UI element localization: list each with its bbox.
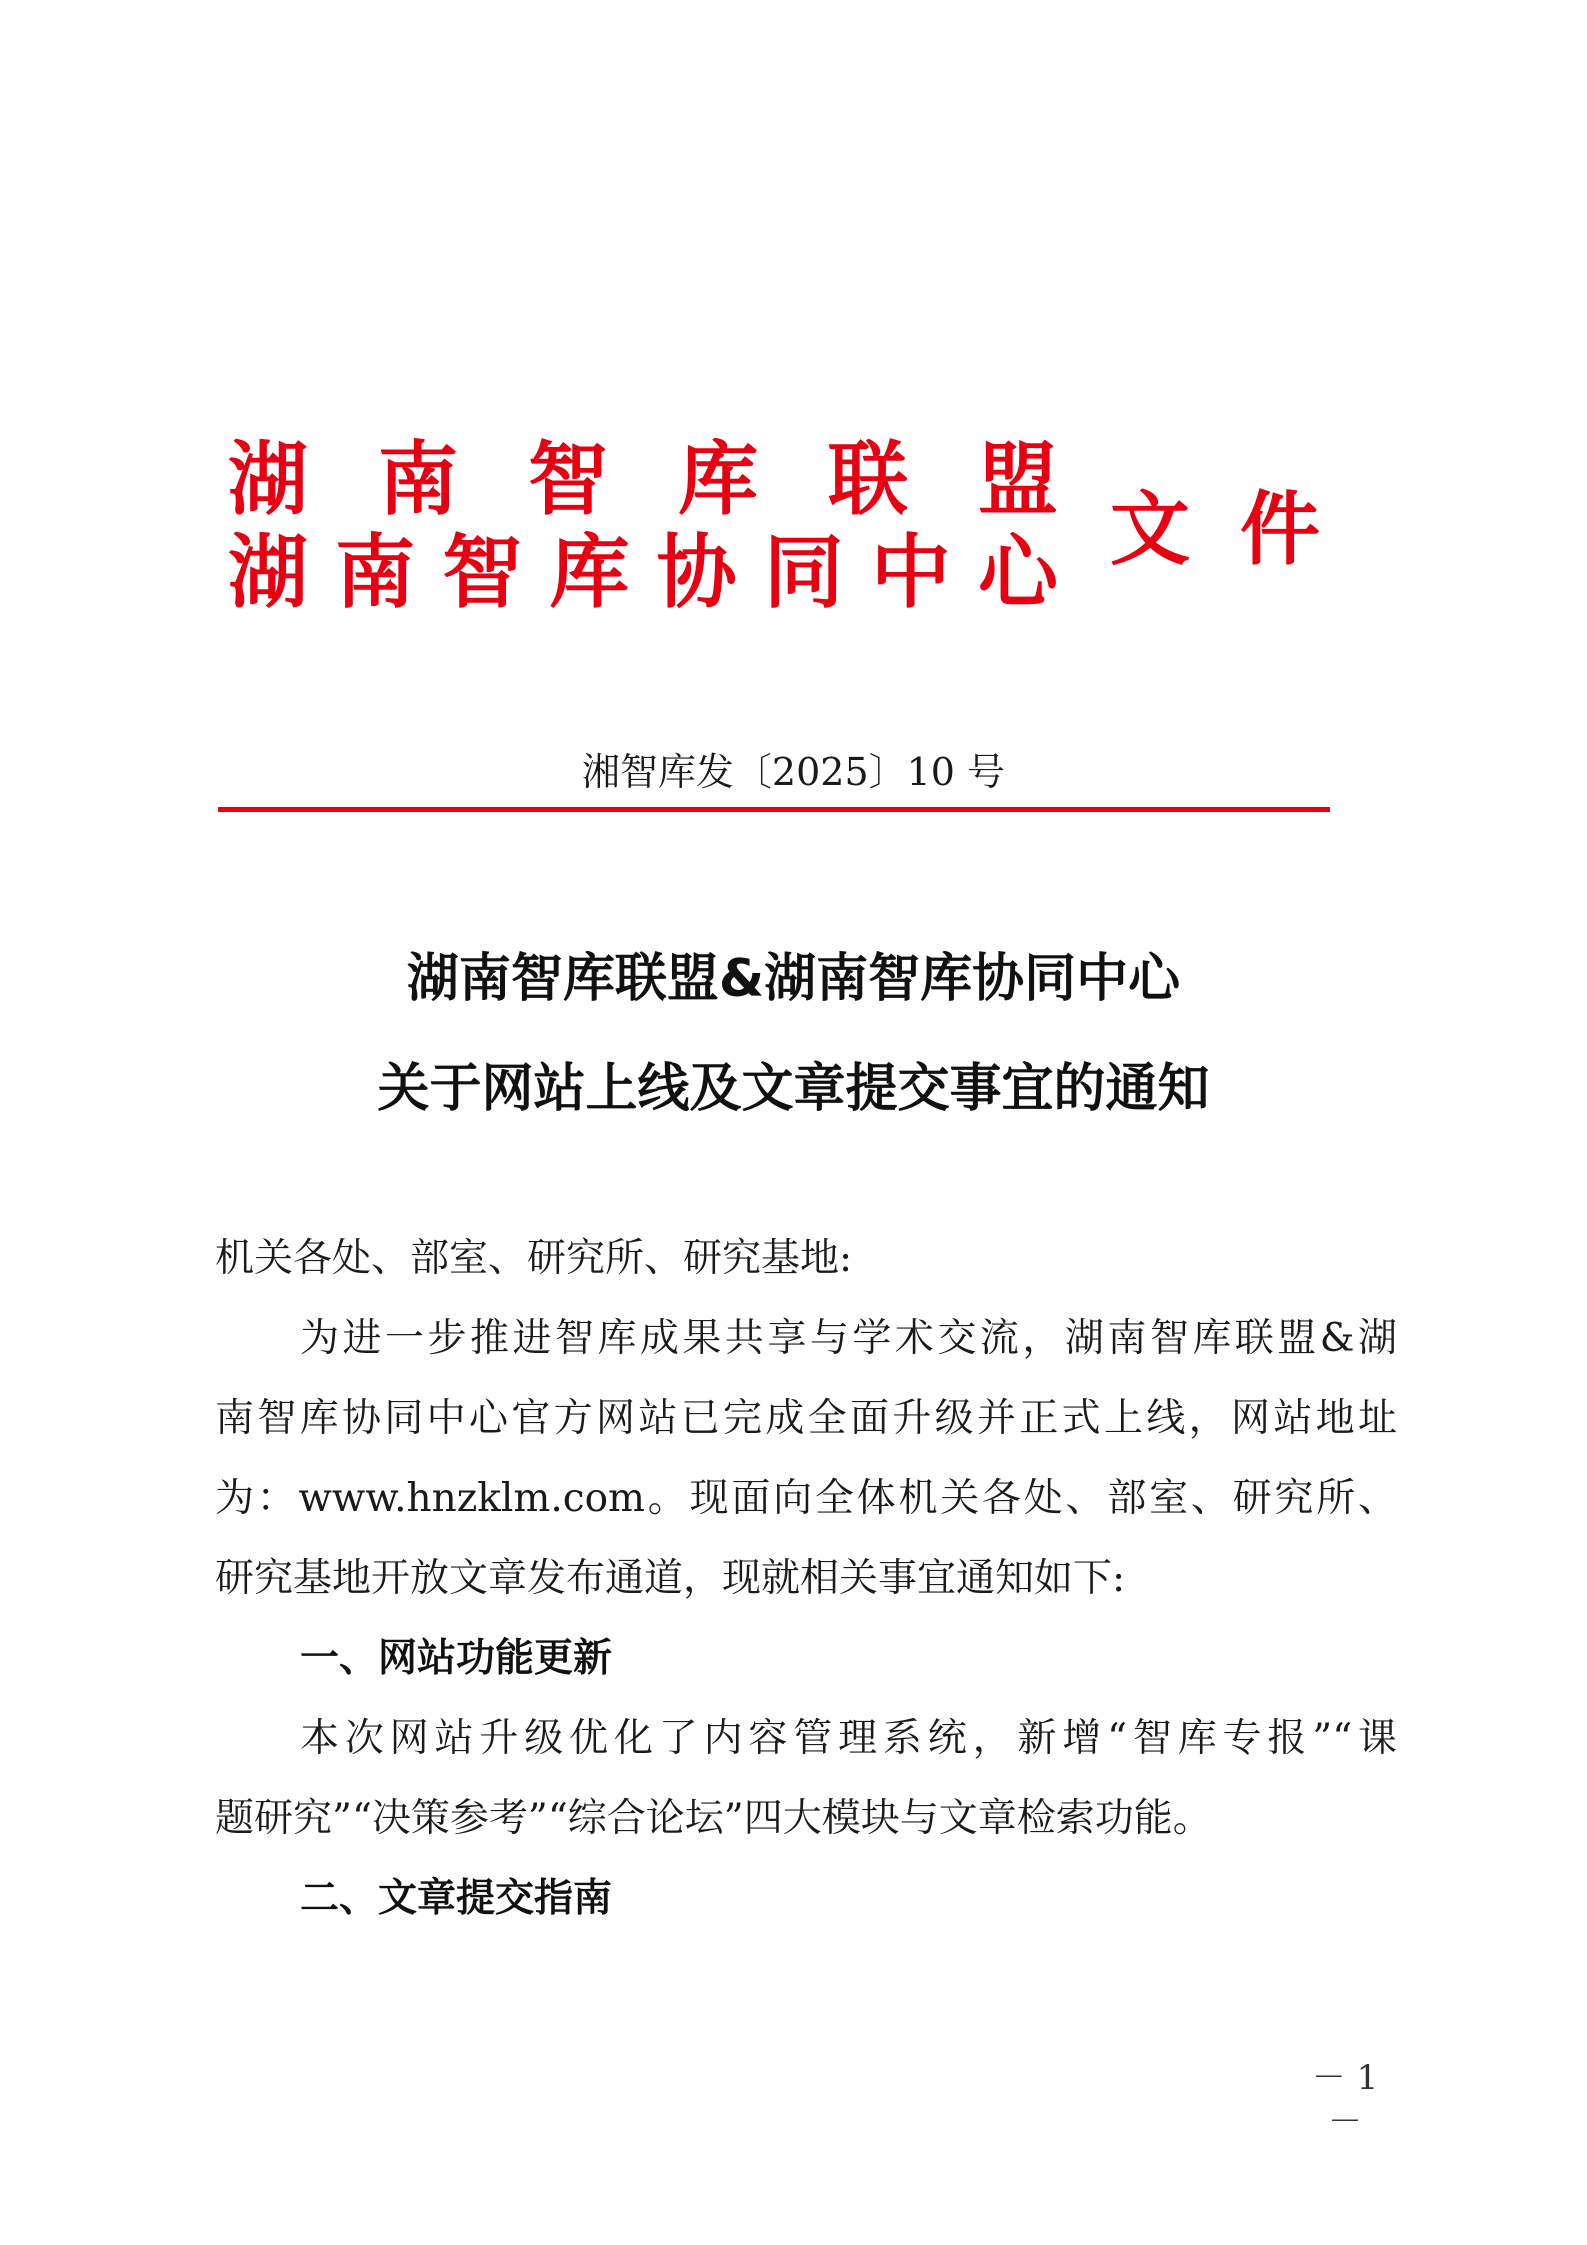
header-char: 中 <box>870 526 951 619</box>
red-divider <box>218 807 1330 812</box>
section-heading-1: 一、网站功能更新 <box>300 1636 613 1681</box>
paragraph-line: 南智库协同中心官方网站已完成全面升级并正式上线，网站地址 <box>215 1396 1397 1441</box>
header-char: 件 <box>1240 483 1320 576</box>
header-char: 心 <box>977 526 1058 619</box>
header-char: 南 <box>335 526 416 619</box>
header-char: 湖 <box>228 433 308 526</box>
header-char: 南 <box>378 433 458 526</box>
paragraph-line: 本次网站升级优化了内容管理系统，新增“智库专报”“课 <box>300 1716 1397 1761</box>
notice-title-line-2: 关于网站上线及文章提交事宜的通知 <box>377 1059 1210 1119</box>
document-number: 湘智库发〔2025〕10 号 <box>581 750 1006 794</box>
header-char: 湖 <box>228 526 308 619</box>
header-char: 智 <box>442 526 523 619</box>
paragraph-line: 题研究”“决策参考”“综合论坛”四大模块与文章检索功能。 <box>215 1796 1212 1841</box>
header-char: 盟 <box>978 433 1058 526</box>
paragraph-line: 研究基地开放文章发布通道，现就相关事宜通知如下: <box>215 1556 1126 1601</box>
header-suffix <box>1110 485 1320 575</box>
header-char: 文 <box>1110 483 1190 576</box>
header-char: 同 <box>763 526 844 619</box>
header-char: 库 <box>678 433 758 526</box>
header-org-line-1 <box>228 435 1058 525</box>
header-org-line-2 <box>228 528 1058 618</box>
header-char: 库 <box>549 526 630 619</box>
paragraph-line: 为：www.hnzklm.com。现面向全体机关各处、部室、研究所、 <box>215 1476 1397 1521</box>
header-char: 协 <box>656 526 737 619</box>
salutation: 机关各处、部室、研究所、研究基地: <box>215 1236 853 1281</box>
header-char: 联 <box>828 433 908 526</box>
notice-title-line-1: 湖南智库联盟&湖南智库协同中心 <box>406 949 1181 1009</box>
paragraph-line: 为进一步推进智库成果共享与学术交流，湖南智库联盟&湖 <box>300 1316 1397 1361</box>
page-number: － 1 － <box>1311 2058 1379 2142</box>
section-heading-2: 二、文章提交指南 <box>300 1876 613 1921</box>
header-char: 智 <box>528 433 608 526</box>
